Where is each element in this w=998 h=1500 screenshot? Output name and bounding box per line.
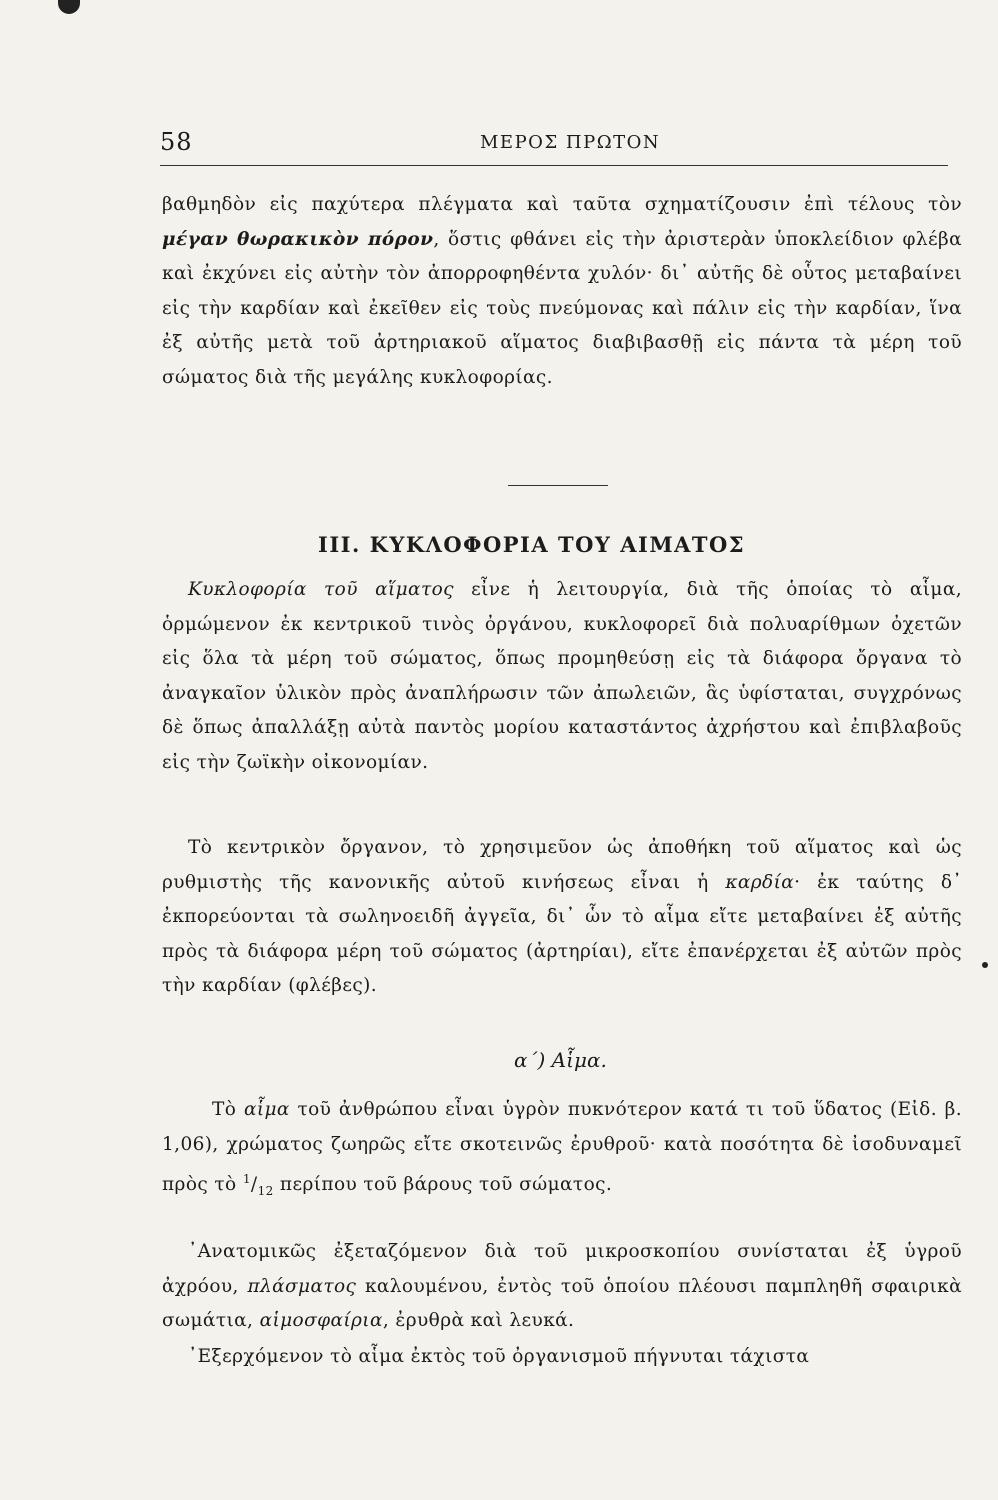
fraction-numerator: 1 [242,1172,251,1186]
margin-mark [982,962,988,968]
paragraph-blood-anatomy: ᾿Ανατομικῶς ἐξεταζόμενον διὰ τοῦ μικροσκοπίου συνίσταται ἐξ ὑγροῦ ἀχρόου, πλάσματος καλουμένου, ἐντὸς τοῦ ὁποίου πλέουσι παμπληθῆ σφαιρικὰ σωμάτια, αἱμοσφαίρια, ἐρυθρὰ καὶ λευκά. [162,1241,962,1331]
paragraph-blood-properties: Τὸ αἷμα τοῦ ἀνθρώπου εἶναι ὑγρὸν πυκνότερον κατά τι τοῦ ὕδατος (Εἰδ. β. 1,06), χρώματος ζωηρῶς εἴτε σκοτεινῶς ἐρυθροῦ· κατὰ ποσότητα δὲ ἰσοδυναμεῖ πρὸς τὸ $^1/_{12}$ περίπου τοῦ βάρους τοῦ σώματος. [162,1099,963,1198]
paragraph-heart: Τὸ κεντρικὸν ὄργανον, τὸ χρησιμεῦον ὡς ἀποθήκη τοῦ αἵματος καὶ ὡς ρυθμιστὴς τῆς κανονικῆς αὐτοῦ κινήσεως εἶναι ἡ καρδία· ἐκ ταύτης δ᾽ ἐκπορεύονται τὰ σωληνοειδῆ ἀγγεῖα, δι᾽ ὧν τὸ αἷμα εἴτε μεταβαίνει ἐξ αὐτῆς πρὸς τὰ διάφορα μέρη τοῦ σώματος (ἀρτηρίαι), εἴτε ἐπανέρχεται ἐξ αὐτῶν πρὸς τὴν καρδίαν (φλέβες). [162,837,963,996]
page-number: 58 [160,128,193,156]
fraction-denominator: 12 [257,1183,274,1198]
subsection-title: α´) Αἷμα. [514,1048,607,1072]
running-head: ΜΕΡΟΣ ΠΡΩΤΟΝ [480,132,661,153]
term-blood-cells: αἱμοσφαίρια [259,1310,383,1331]
paragraph-circulation-definition: Κυκλοφορία τοῦ αἵματος εἶνε ἡ λειτουργία, διὰ τῆς ὁποίας τὸ αἷμα, ὁρμώμενον ἐκ κεντρικοῦ τινὸς ὀργάνου, κυκλοφορεῖ διὰ πολυαρίθμων ὀχετῶν εἰς ὅλα τὰ μέρη τοῦ σώματος, ὅπως προμηθεύσῃ εἰς τὰ διάφορα ὄργανα τὸ ἀναγκαῖον ὑλικὸν πρὸς ἀναπλήρωσιν τῶν ἀπωλειῶν, ἃς ὑφίσταται, συγχρόνως δὲ ὅπως ἀπαλλάξῃ αὐτὰ παντὸς μορίου καταστάντος ἀχρήστου καὶ ἐπιβλαβοῦς εἰς τὴν ζωϊκὴν οἰκονομίαν. [162,579,962,773]
header-rule [160,165,948,166]
ink-blot [58,0,80,14]
paragraph-lymph-duct: βαθμηδὸν εἰς παχύτερα πλέγματα καὶ ταῦτα σχηματίζουσιν ἐπὶ τέλους τὸν μέγαν θωρακικὸν πόρον, ὅστις φθάνει εἰς τὴν ἀριστερὰν ὑποκλείδιον φλέβα καὶ ἐκχύνει εἰς αὐτὴν τὸν ἀπορροφηθέντα χυλόν· δι᾽ αὐτῆς δὲ οὗτος μεταβαίνει εἰς τὴν καρδίαν καὶ ἐκεῖθεν εἰς τοὺς πνεύμονας καὶ πάλιν εἰς τὴν καρδίαν, ἵνα ἐξ αὐτῆς μετὰ τοῦ ἀρτηριακοῦ αἵματος διαβιβασθῇ εἰς πάντα τὰ μέρη τοῦ σώματος διὰ τῆς μεγάλης κυκλοφορίας. [162,194,962,388]
page-header [160,128,950,162]
term-heart: καρδία [725,871,795,893]
term-blood-circulation: Κυκλοφορία τοῦ αἵματος [188,579,454,600]
section-divider [508,485,608,486]
paragraph-coagulation: ᾿Εξερχόμενον τὸ αἷμα ἐκτὸς τοῦ ὀργανισμοῦ πήγνυται τάχιστα [188,1346,810,1367]
term-blood: αἷμα [243,1099,290,1120]
section-title: ΙΙΙ. ΚΥΚΛΟΦΟΡΙΑ ΤΟΥ ΑΙΜΑΤΟΣ [318,532,746,557]
term-thoracic-duct: μέγαν θωρακικὸν πόρον [162,228,434,250]
term-plasma: πλάσματος [247,1275,357,1297]
